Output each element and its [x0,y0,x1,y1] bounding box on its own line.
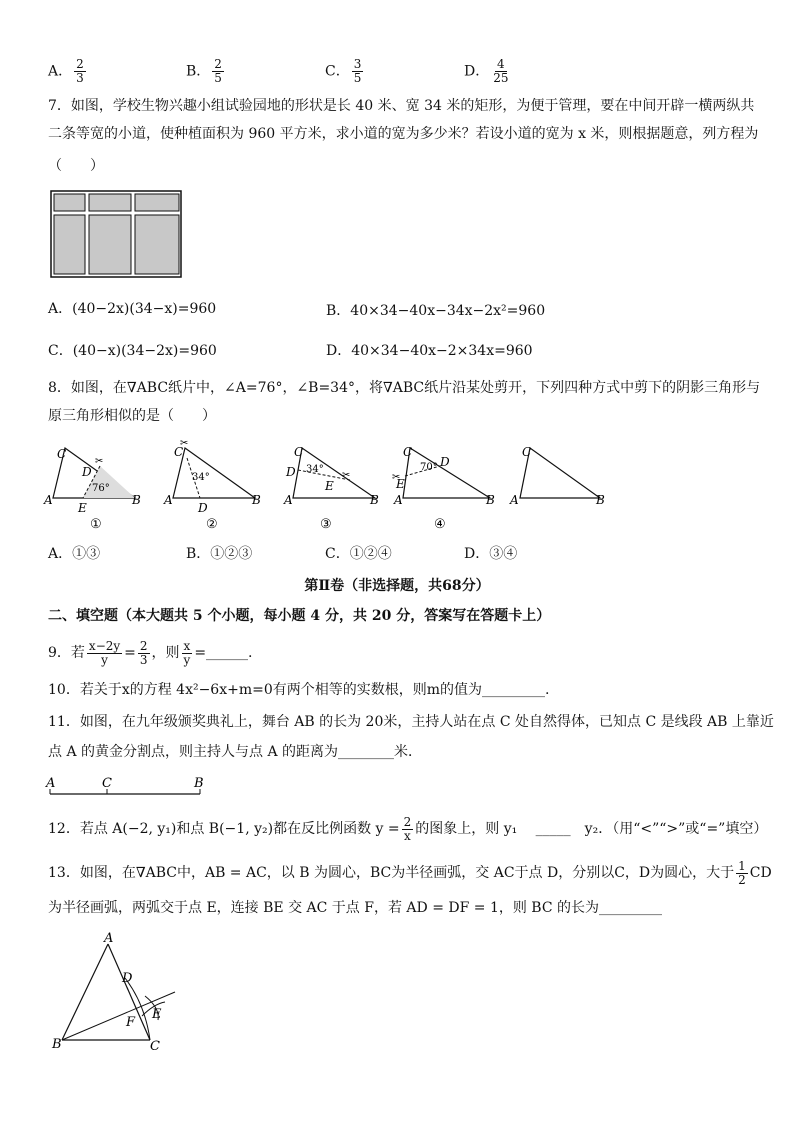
q7-garden-figure [50,190,184,278]
q13-triangle-figure [50,932,180,1054]
q6-option-c[interactable]: C． $\frac{3}{5}$ [325,57,362,85]
svg-text:B: B [194,776,204,791]
q6-option-d[interactable]: D． $\frac{4}{25}$ [464,57,509,85]
svg-text:F: F [126,1015,136,1030]
q8-figure-1 [43,447,141,532]
svg-text:E: E [396,477,405,491]
q8-figure-original [509,445,605,507]
svg-text:76°: 76° [92,483,110,494]
svg-text:A: A [44,493,53,507]
svg-text:D: D [198,501,208,515]
svg-text:70°: 70° [420,462,438,473]
q7-option-b[interactable]: B．40×34−40x−34x−2x²=960 [326,303,546,319]
q7-line-1: 7．如图，学校生物兴趣小组试验园地的形状是长 40 米、宽 34 米的矩形，为便于管理，要在中间开辟一横两纵共 [48,98,755,114]
svg-text:C: C [102,776,112,791]
q8-line-2: 原三角形相似的是（ ） [48,408,216,424]
q6-option-b[interactable]: B． $\frac{2}{5}$ [186,57,222,85]
q8-option-d[interactable]: D．③④ [464,546,518,562]
svg-text:✂: ✂ [180,438,189,449]
svg-text:A: A [284,493,293,507]
q8-triangle-figures [40,436,620,536]
svg-text:C: C [150,1039,160,1054]
q8-fig-label-2: ② [206,517,218,532]
q6-option-a[interactable]: A． $\frac{2}{3}$ [48,57,84,85]
svg-text:C: C [57,447,67,461]
svg-text:E: E [325,479,334,493]
svg-text:34°: 34° [192,472,210,483]
q7-option-c[interactable]: C．(40−x)(34−2x)=960 [48,343,217,359]
svg-text:C: C [174,445,184,459]
svg-text:B: B [252,493,261,507]
q7-option-a[interactable]: A．(40−2x)(34−x)=960 [48,301,217,317]
svg-text:✂: ✂ [95,456,104,467]
svg-text:B: B [486,493,495,507]
q8-line-1: 8．如图，在∇ABC纸片中，∠A=76°，∠B=34°，将∇ABC纸片沿某处剪开，下列四种方式中剪下的阴影三角形与 [48,380,761,396]
svg-text:A: A [104,932,114,946]
svg-text:D: D [122,971,133,986]
q7-line-3: （ ） [48,158,104,174]
q12: 12．若点 A(−2, y₁)和点 B(−1, y₂)都在反比例函数 y = $\frac{2}{x}$ 的图象上，则 y₁ _____ y₂．（用“<”“>”或“=”填空） [48,814,768,843]
q8-option-a[interactable]: A．①③ [48,546,101,562]
q13-line-2: 为半径画弧，两弧交于点 E，连接 BE 交 AC 于点 F，若 AD = DF = 1，则 BC 的长为_________ [48,900,663,916]
svg-text:B: B [132,493,141,507]
svg-text:A: A [510,493,519,507]
q8-option-c[interactable]: C．①②④ [325,546,392,562]
q9: 9．若 $\frac{x-2y}{y}$ = $\frac{2}{3}$ ，则 $\frac{x}{y}$ =______. [48,638,253,667]
svg-text:E: E [152,1007,162,1022]
svg-text:A: A [394,493,403,507]
q8-option-b[interactable]: B．①②③ [186,546,253,562]
section-2-title: 第Ⅱ卷（非选择题，共68分） [304,578,490,594]
svg-text:B: B [596,493,605,507]
svg-text:✂: ✂ [342,470,351,481]
svg-text:D: D [440,455,450,469]
svg-text:A: A [46,776,56,791]
q11-line-2: 点 A 的黄金分割点，则主持人与点 A 的距离为________米． [48,744,423,760]
svg-text:E: E [78,501,87,515]
q7-option-d[interactable]: D．40×34−40x−2×34x=960 [326,343,533,359]
q11-segment-figure [44,774,214,800]
svg-text:D: D [286,465,296,479]
fill-in-section-title: 二、填空题（本大题共 5 个小题，每小题 4 分，共 20 分，答案写在答题卡上） [48,608,551,624]
svg-text:34°: 34° [306,464,324,475]
q8-figure-3 [283,445,379,532]
q8-figure-4 [392,445,495,532]
q8-fig-label-1: ① [90,517,102,532]
q11-line-1: 11．如图，在九年级颁奖典礼上，舞台 AB 的长为 20米，主持人站在点 C 处自然得体，已知点 C 是线段 AB 上靠近 [48,714,774,730]
q7-line-2: 二条等宽的小道，使种植面积为 960 平方米，求小道的宽为多少米？若设小道的宽为 x 米，则根据题意，列方程为 [48,126,759,142]
svg-text:C: C [294,445,304,459]
svg-text:A: A [164,493,173,507]
q10: 10．若关于x的方程 4x²−6x+m=0有两个相等的实数根，则m的值为_________. [48,682,550,698]
svg-text:D: D [82,465,92,479]
q13-line-1: 13．如图，在∇ABC中，AB = AC，以 B 为圆心，BC为半径画弧，交 AC于点 D，分别以C，D为圆心，大于 $\frac{1}{2}$ CD [48,858,772,887]
q8-figure-2 [163,438,261,532]
q8-fig-label-3: ③ [320,517,332,532]
svg-text:✂: ✂ [392,472,401,483]
svg-text:B: B [370,493,379,507]
svg-text:C: C [403,445,413,459]
svg-text:C: C [522,445,532,459]
q8-fig-label-4: ④ [434,517,446,532]
svg-text:B: B [52,1037,62,1052]
